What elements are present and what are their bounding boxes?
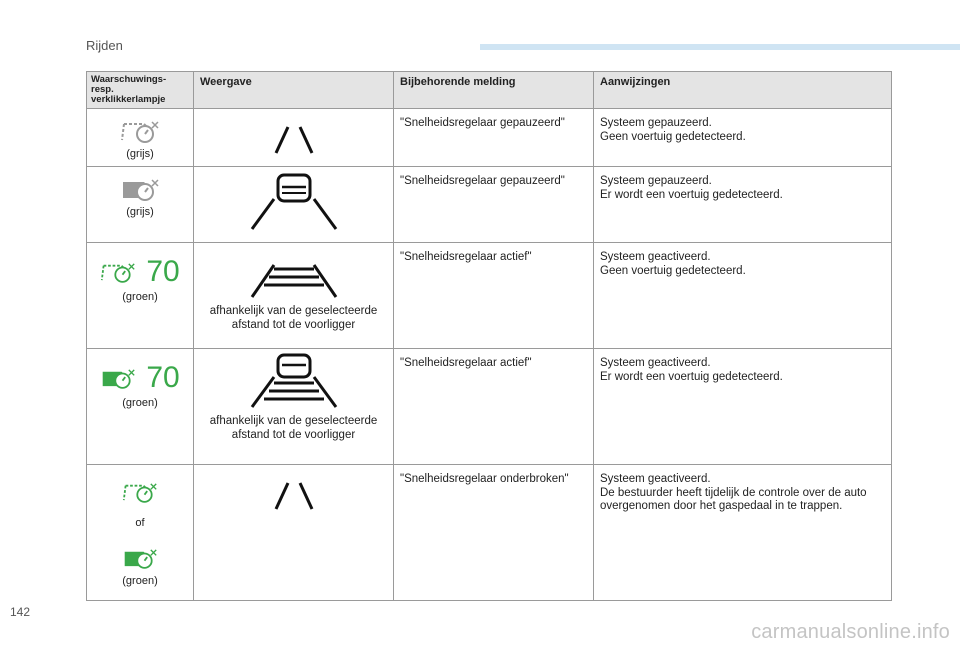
message-cell: "Snelheidsregelaar gepauzeerd"	[394, 109, 594, 167]
display-cell	[194, 349, 394, 465]
page-number: 142	[10, 605, 31, 619]
display-caption: afhankelijk van de geselecteerde afstand tot de voorligger	[209, 415, 378, 441]
column-header-notes: Aanwijzingen	[594, 72, 892, 109]
lamp-color-label: (groen)	[122, 291, 158, 303]
lamp-cell	[87, 243, 194, 349]
note-line: Systeem gepauzeerd.	[600, 117, 712, 129]
table-row	[87, 167, 892, 243]
cruise-control-outline-icon	[100, 259, 136, 285]
note-line: Systeem gepauzeerd.	[600, 175, 712, 187]
display-cell	[194, 243, 394, 349]
note-line: De bestuurder heeft tijdelijk de controle over de auto overgenomen door het gaspedaal in te trappen.	[600, 486, 867, 512]
lamp-color-label: (grijs)	[126, 148, 154, 160]
lamp-cell	[87, 349, 194, 465]
display-cell	[194, 465, 394, 601]
lamp-color-label: (grijs)	[126, 206, 154, 218]
message-cell: "Snelheidsregelaar onderbroken"	[394, 465, 594, 601]
lane-lines-graphic	[254, 123, 334, 157]
notes-cell	[594, 349, 892, 465]
lane-lines-graphic	[254, 479, 334, 513]
message-cell: "Snelheidsregelaar actief"	[394, 349, 594, 465]
display-cell	[194, 167, 394, 243]
section-accent-bar	[480, 44, 960, 50]
lamp-cell	[87, 109, 194, 167]
watermark-text: carmanualsonline.info	[751, 621, 950, 643]
table-row	[87, 465, 892, 601]
table-header-row	[87, 72, 892, 109]
lanes-with-vehicle-graphic	[244, 171, 344, 233]
notes-cell	[594, 109, 892, 167]
message-cell: "Snelheidsregelaar gepauzeerd"	[394, 167, 594, 243]
note-line: Er wordt een voertuig gedetecteerd.	[600, 370, 783, 383]
distance-bars-graphic	[244, 261, 344, 301]
column-header-display: Weergave	[194, 72, 394, 109]
table-row	[87, 243, 892, 349]
notes-cell	[594, 243, 892, 349]
cruise-control-vehicle-icon	[100, 365, 136, 391]
column-header-lamp: Waarschuwings- resp. verklikkerlampje	[87, 72, 194, 109]
lamp-or-label: of	[135, 517, 145, 529]
lamp-cell	[87, 465, 194, 601]
set-speed-value: 70	[146, 255, 180, 288]
lamp-color-label: (groen)	[122, 574, 158, 587]
cruise-control-table	[86, 71, 892, 601]
column-header-message: Bijbehorende melding	[394, 72, 594, 109]
table-row	[87, 349, 892, 465]
note-line: Systeem geactiveerd.	[600, 473, 711, 485]
note-line: Systeem geactiveerd.	[600, 251, 711, 263]
notes-cell	[594, 465, 892, 601]
note-line: Systeem geactiveerd.	[600, 357, 711, 369]
cruise-control-outline-icon	[122, 479, 158, 505]
note-line: Geen voertuig gedetecteerd.	[600, 130, 746, 143]
distance-bars-vehicle-graphic	[244, 353, 344, 411]
set-speed-value: 70	[146, 361, 180, 394]
section-title: Rijden	[86, 38, 123, 53]
note-line: Geen voertuig gedetecteerd.	[600, 264, 746, 277]
lamp-cell	[87, 167, 194, 243]
display-caption: afhankelijk van de geselecteerde afstand tot de voorligger	[209, 305, 378, 331]
table-row	[87, 109, 892, 167]
cruise-control-vehicle-icon	[120, 176, 160, 202]
message-cell: "Snelheidsregelaar actief"	[394, 243, 594, 349]
notes-cell	[594, 167, 892, 243]
note-line: Er wordt een voertuig gedetecteerd.	[600, 188, 783, 201]
display-cell	[194, 109, 394, 167]
cruise-control-vehicle-icon	[122, 545, 158, 571]
cruise-control-outline-icon	[120, 118, 160, 144]
lamp-color-label: (groen)	[122, 397, 158, 409]
